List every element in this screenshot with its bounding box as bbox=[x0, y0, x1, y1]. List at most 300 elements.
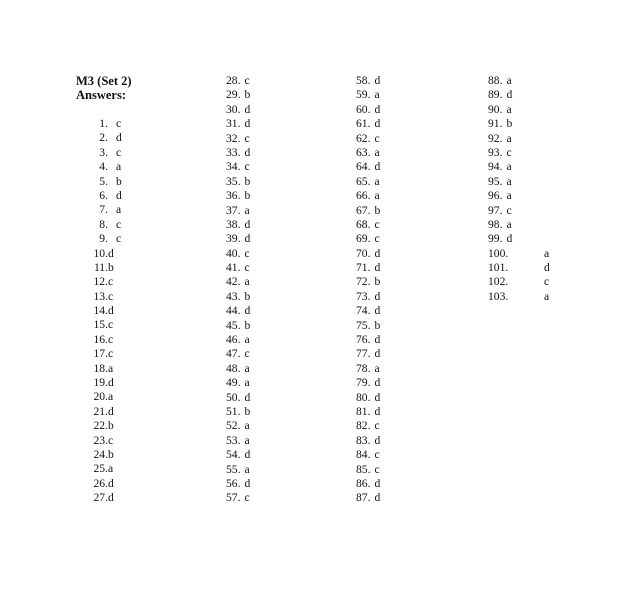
answer-letter: c bbox=[116, 217, 122, 231]
question-number: 53. bbox=[226, 433, 241, 447]
answer-letter: a bbox=[244, 333, 250, 347]
answer-letter: b bbox=[506, 117, 513, 131]
answer-row bbox=[78, 275, 138, 289]
answer-letter: d bbox=[244, 304, 251, 318]
answer-row bbox=[226, 362, 286, 376]
answer-row bbox=[226, 434, 286, 448]
question-number: 92. bbox=[488, 131, 503, 145]
answer-row bbox=[78, 203, 138, 217]
question-number: 91. bbox=[488, 117, 503, 131]
answer-letter: a bbox=[244, 361, 250, 375]
answer-letter: d bbox=[108, 404, 114, 418]
question-number: 44. bbox=[226, 304, 241, 318]
answer-letter: d bbox=[374, 102, 381, 116]
answer-row bbox=[488, 218, 578, 232]
answer-row bbox=[78, 376, 138, 390]
answer-row bbox=[226, 261, 286, 275]
answer-row bbox=[226, 189, 286, 203]
answer-row bbox=[356, 319, 416, 333]
question-number: 88. bbox=[488, 74, 503, 87]
answer-letter: c bbox=[244, 347, 250, 361]
answer-letter: d bbox=[244, 390, 251, 404]
question-number: 68. bbox=[356, 217, 371, 231]
answer-letter: c bbox=[244, 160, 250, 174]
question-number: 59. bbox=[356, 88, 371, 102]
answer-row bbox=[78, 347, 138, 361]
question-number: 27. bbox=[93, 491, 108, 505]
answer-letter: c bbox=[244, 131, 250, 145]
answer-letter: b bbox=[244, 189, 251, 203]
question-number: 74. bbox=[356, 304, 371, 318]
answer-row bbox=[488, 117, 578, 131]
answer-letter: b bbox=[374, 275, 381, 289]
answer-row bbox=[78, 117, 138, 131]
answer-letter: c bbox=[506, 145, 512, 159]
answer-row bbox=[356, 189, 416, 203]
question-number: 16. bbox=[93, 332, 108, 346]
answer-row bbox=[356, 204, 416, 218]
question-number: 96. bbox=[488, 189, 503, 203]
answer-letter: a bbox=[108, 361, 114, 375]
answer-letter: d bbox=[374, 304, 381, 318]
answer-letter: c bbox=[108, 318, 114, 332]
answer-row bbox=[78, 189, 138, 203]
answer-row bbox=[488, 290, 578, 304]
question-number: 62. bbox=[356, 131, 371, 145]
answer-letter: c bbox=[108, 347, 114, 361]
answer-row bbox=[488, 247, 578, 261]
question-number: 73. bbox=[356, 289, 371, 303]
question-number: 66. bbox=[356, 189, 371, 203]
answer-row bbox=[356, 405, 416, 419]
answer-letter: d bbox=[374, 404, 381, 418]
answer-row bbox=[356, 477, 416, 491]
answer-letter: d bbox=[374, 347, 381, 361]
answer-letter: a bbox=[506, 217, 512, 231]
answer-row bbox=[488, 103, 578, 117]
answer-row bbox=[78, 477, 138, 491]
answer-letter: d bbox=[244, 102, 251, 116]
answer-letter: a bbox=[506, 131, 512, 145]
answer-row bbox=[488, 275, 578, 289]
question-number: 87. bbox=[356, 491, 371, 505]
answer-row bbox=[78, 247, 138, 261]
question-number: 98. bbox=[488, 217, 503, 231]
answer-row bbox=[226, 391, 286, 405]
answer-letter: d bbox=[244, 117, 251, 131]
answer-letter: a bbox=[374, 174, 380, 188]
answer-row bbox=[226, 117, 286, 131]
answer-letter: d bbox=[108, 476, 114, 490]
answer-letter: a bbox=[506, 189, 512, 203]
answer-letter: d bbox=[374, 333, 381, 347]
answer-row bbox=[356, 347, 416, 361]
answer-row bbox=[78, 218, 138, 232]
answer-row bbox=[226, 376, 286, 390]
answer-letter: a bbox=[108, 390, 114, 404]
question-number: 45. bbox=[226, 318, 241, 332]
answer-row bbox=[78, 333, 138, 347]
question-number: 101. bbox=[488, 261, 509, 275]
question-number: 2. bbox=[99, 131, 108, 145]
answer-letter: d bbox=[108, 304, 114, 318]
answer-letter: a bbox=[544, 246, 550, 260]
question-number: 72. bbox=[356, 275, 371, 289]
question-number: 3. bbox=[99, 145, 108, 159]
answer-letter: a bbox=[506, 102, 512, 116]
answer-row bbox=[356, 103, 416, 117]
question-number: 1. bbox=[99, 117, 108, 130]
answer-letter: c bbox=[244, 74, 250, 87]
question-number: 50. bbox=[226, 390, 241, 404]
answer-letter: c bbox=[116, 117, 122, 130]
question-number: 30. bbox=[226, 102, 241, 116]
question-number: 34. bbox=[226, 160, 241, 174]
answer-row bbox=[226, 218, 286, 232]
answer-row bbox=[356, 175, 416, 189]
answer-row bbox=[488, 189, 578, 203]
question-number: 43. bbox=[226, 289, 241, 303]
question-number: 61. bbox=[356, 117, 371, 131]
answer-letter: a bbox=[374, 361, 380, 375]
question-number: 99. bbox=[488, 232, 503, 246]
answer-letter: c bbox=[374, 131, 380, 145]
question-number: 24. bbox=[93, 447, 108, 461]
answer-row bbox=[226, 290, 286, 304]
answer-row bbox=[78, 160, 138, 174]
answer-row bbox=[78, 261, 138, 275]
answer-row bbox=[488, 204, 578, 218]
question-number: 77. bbox=[356, 347, 371, 361]
answer-letter: d bbox=[116, 131, 122, 145]
answer-row bbox=[78, 146, 138, 160]
question-number: 54. bbox=[226, 448, 241, 462]
answer-letter: a bbox=[244, 419, 250, 433]
answer-row bbox=[226, 448, 286, 462]
answer-row bbox=[356, 160, 416, 174]
question-number: 9. bbox=[99, 232, 108, 246]
answer-letter: d bbox=[116, 188, 122, 202]
answer-row bbox=[356, 146, 416, 160]
answer-row bbox=[356, 275, 416, 289]
answer-letter: a bbox=[374, 189, 380, 203]
answer-letter: d bbox=[544, 261, 550, 275]
answer-row bbox=[78, 318, 138, 332]
answer-letter: c bbox=[506, 203, 512, 217]
question-number: 83. bbox=[356, 433, 371, 447]
answer-row bbox=[356, 132, 416, 146]
question-number: 46. bbox=[226, 333, 241, 347]
answer-row bbox=[226, 333, 286, 347]
question-number: 37. bbox=[226, 203, 241, 217]
question-number: 19. bbox=[93, 376, 108, 390]
answer-row bbox=[356, 247, 416, 261]
answer-row bbox=[226, 405, 286, 419]
answer-row bbox=[78, 131, 138, 145]
answer-row bbox=[356, 391, 416, 405]
question-number: 93. bbox=[488, 145, 503, 159]
answer-letter: d bbox=[244, 476, 251, 490]
answer-letter: c bbox=[244, 261, 250, 275]
question-number: 40. bbox=[226, 246, 241, 260]
answer-letter: c bbox=[374, 232, 380, 246]
question-number: 76. bbox=[356, 333, 371, 347]
answer-letter: d bbox=[374, 491, 381, 505]
answer-letter: c bbox=[544, 275, 550, 289]
answer-letter: b bbox=[116, 174, 122, 188]
answer-letter: c bbox=[374, 462, 380, 476]
answer-row bbox=[226, 491, 286, 505]
question-number: 38. bbox=[226, 217, 241, 231]
answer-row bbox=[356, 434, 416, 448]
answer-row bbox=[226, 160, 286, 174]
answer-letter: d bbox=[374, 289, 381, 303]
page-title: M3 (Set 2) bbox=[76, 74, 132, 88]
question-number: 36. bbox=[226, 189, 241, 203]
answer-letter: a bbox=[244, 376, 250, 390]
question-number: 28. bbox=[226, 74, 241, 87]
answer-row bbox=[226, 74, 286, 88]
answer-letter: c bbox=[108, 332, 114, 346]
answer-row bbox=[78, 434, 138, 448]
question-number: 35. bbox=[226, 174, 241, 188]
question-number: 60. bbox=[356, 102, 371, 116]
answer-letter: d bbox=[374, 160, 381, 174]
question-number: 69. bbox=[356, 232, 371, 246]
answer-row bbox=[226, 419, 286, 433]
answer-row bbox=[488, 74, 578, 88]
question-number: 55. bbox=[226, 462, 241, 476]
answer-row bbox=[356, 419, 416, 433]
question-number: 70. bbox=[356, 246, 371, 260]
answer-letter: d bbox=[244, 232, 251, 246]
answer-row bbox=[226, 146, 286, 160]
question-number: 22. bbox=[93, 419, 108, 433]
question-number: 71. bbox=[356, 261, 371, 275]
question-number: 64. bbox=[356, 160, 371, 174]
question-number: 103. bbox=[488, 289, 509, 303]
answer-letter: d bbox=[244, 145, 251, 159]
answer-row bbox=[226, 232, 286, 246]
question-number: 6. bbox=[99, 188, 108, 202]
question-number: 5. bbox=[99, 174, 108, 188]
answers-heading: Answers: bbox=[76, 88, 126, 103]
answer-letter: c bbox=[244, 246, 250, 260]
answer-letter: a bbox=[116, 203, 122, 217]
answer-letter: c bbox=[374, 448, 380, 462]
answer-row bbox=[226, 247, 286, 261]
answer-row bbox=[356, 261, 416, 275]
answer-row bbox=[356, 304, 416, 318]
answer-letter: a bbox=[506, 174, 512, 188]
answer-row bbox=[78, 362, 138, 376]
answer-letter: a bbox=[244, 275, 250, 289]
answer-letter: d bbox=[374, 476, 381, 490]
question-number: 67. bbox=[356, 203, 371, 217]
answer-row bbox=[356, 448, 416, 462]
question-number: 49. bbox=[226, 376, 241, 390]
answer-letter: a bbox=[374, 145, 380, 159]
answer-letter: a bbox=[244, 462, 250, 476]
question-number: 52. bbox=[226, 419, 241, 433]
answer-letter: d bbox=[374, 390, 381, 404]
answer-row bbox=[356, 376, 416, 390]
answer-letter: b bbox=[108, 447, 114, 461]
question-number: 57. bbox=[226, 491, 241, 505]
question-number: 26. bbox=[93, 476, 108, 490]
answer-letter: a bbox=[506, 160, 512, 174]
answer-letter: a bbox=[244, 433, 250, 447]
answer-row bbox=[488, 175, 578, 189]
question-number: 80. bbox=[356, 390, 371, 404]
question-number: 102. bbox=[488, 275, 509, 289]
answer-row bbox=[226, 175, 286, 189]
answer-letter: d bbox=[374, 117, 381, 131]
answer-row bbox=[488, 132, 578, 146]
answer-row bbox=[356, 491, 416, 505]
answer-letter: d bbox=[244, 217, 251, 231]
answer-column-4 bbox=[488, 74, 578, 304]
answer-row bbox=[226, 275, 286, 289]
answer-row bbox=[226, 304, 286, 318]
question-number: 47. bbox=[226, 347, 241, 361]
question-number: 81. bbox=[356, 404, 371, 418]
question-number: 78. bbox=[356, 361, 371, 375]
answer-letter: b bbox=[244, 318, 251, 332]
answer-row bbox=[356, 463, 416, 477]
answer-row bbox=[78, 405, 138, 419]
question-number: 21. bbox=[93, 404, 108, 418]
question-number: 86. bbox=[356, 476, 371, 490]
question-number: 18. bbox=[93, 361, 108, 375]
answer-row bbox=[226, 103, 286, 117]
answer-row bbox=[226, 347, 286, 361]
answer-row bbox=[356, 117, 416, 131]
answer-row bbox=[78, 448, 138, 462]
answer-letter: a bbox=[374, 88, 380, 102]
question-number: 94. bbox=[488, 160, 503, 174]
question-number: 32. bbox=[226, 131, 241, 145]
question-number: 85. bbox=[356, 462, 371, 476]
answer-letter: b bbox=[374, 318, 381, 332]
question-number: 75. bbox=[356, 318, 371, 332]
answer-letter: c bbox=[108, 275, 114, 289]
answer-letter: a bbox=[506, 74, 512, 87]
answer-row bbox=[78, 232, 138, 246]
answer-row bbox=[356, 232, 416, 246]
answer-row bbox=[488, 146, 578, 160]
answer-letter: d bbox=[506, 88, 513, 102]
question-number: 13. bbox=[93, 289, 108, 303]
answer-row bbox=[356, 74, 416, 88]
answer-row bbox=[226, 132, 286, 146]
question-number: 8. bbox=[99, 217, 108, 231]
answer-row bbox=[356, 88, 416, 102]
answer-row bbox=[78, 491, 138, 505]
answer-column-2 bbox=[226, 74, 286, 506]
answer-row bbox=[488, 232, 578, 246]
answer-letter: c bbox=[374, 217, 380, 231]
question-number: 31. bbox=[226, 117, 241, 131]
question-number: 20. bbox=[93, 390, 108, 404]
answer-letter: c bbox=[108, 433, 114, 447]
answer-row bbox=[78, 462, 138, 476]
answer-letter: c bbox=[244, 491, 250, 505]
answer-letter: d bbox=[374, 376, 381, 390]
answer-letter: d bbox=[108, 246, 114, 260]
question-number: 65. bbox=[356, 174, 371, 188]
question-number: 41. bbox=[226, 261, 241, 275]
answer-row bbox=[226, 463, 286, 477]
question-number: 48. bbox=[226, 361, 241, 375]
answer-row bbox=[226, 204, 286, 218]
answer-letter: c bbox=[116, 232, 122, 246]
question-number: 15. bbox=[93, 318, 108, 332]
answer-row bbox=[356, 362, 416, 376]
answer-column-1 bbox=[78, 117, 138, 506]
answer-column-3 bbox=[356, 74, 416, 506]
answer-letter: d bbox=[108, 376, 114, 390]
question-number: 95. bbox=[488, 174, 503, 188]
question-number: 17. bbox=[93, 347, 108, 361]
answer-row bbox=[488, 88, 578, 102]
question-number: 51. bbox=[226, 404, 241, 418]
answer-row bbox=[356, 333, 416, 347]
answer-letter: d bbox=[108, 491, 114, 505]
answer-letter: d bbox=[374, 261, 381, 275]
answer-letter: d bbox=[374, 74, 381, 87]
answer-letter: b bbox=[244, 174, 251, 188]
answer-letter: b bbox=[374, 203, 381, 217]
answer-letter: c bbox=[108, 289, 114, 303]
answer-row bbox=[488, 261, 578, 275]
answer-row bbox=[78, 175, 138, 189]
question-number: 10. bbox=[93, 246, 108, 260]
question-number: 56. bbox=[226, 476, 241, 490]
answer-letter: b bbox=[108, 260, 114, 274]
answer-row bbox=[488, 160, 578, 174]
answer-letter: d bbox=[374, 433, 381, 447]
answer-letter: c bbox=[116, 145, 122, 159]
question-number: 7. bbox=[99, 203, 108, 217]
answer-row bbox=[226, 477, 286, 491]
question-number: 25. bbox=[93, 462, 108, 476]
question-number: 89. bbox=[488, 88, 503, 102]
answer-row bbox=[78, 419, 138, 433]
answer-letter: d bbox=[506, 232, 513, 246]
question-number: 58. bbox=[356, 74, 371, 87]
answer-letter: c bbox=[374, 419, 380, 433]
answer-row bbox=[78, 290, 138, 304]
question-number: 90. bbox=[488, 102, 503, 116]
answer-letter: a bbox=[108, 462, 114, 476]
question-number: 23. bbox=[93, 433, 108, 447]
answer-letter: b bbox=[108, 419, 114, 433]
answer-row bbox=[356, 218, 416, 232]
answer-letter: a bbox=[244, 203, 250, 217]
answer-row bbox=[78, 390, 138, 404]
question-number: 4. bbox=[99, 160, 108, 174]
answer-row bbox=[226, 88, 286, 102]
question-number: 42. bbox=[226, 275, 241, 289]
answer-letter: b bbox=[244, 404, 251, 418]
question-number: 12. bbox=[93, 275, 108, 289]
answer-letter: a bbox=[116, 160, 122, 174]
question-number: 63. bbox=[356, 145, 371, 159]
header bbox=[76, 74, 132, 103]
question-number: 97. bbox=[488, 203, 503, 217]
question-number: 11. bbox=[93, 260, 108, 274]
